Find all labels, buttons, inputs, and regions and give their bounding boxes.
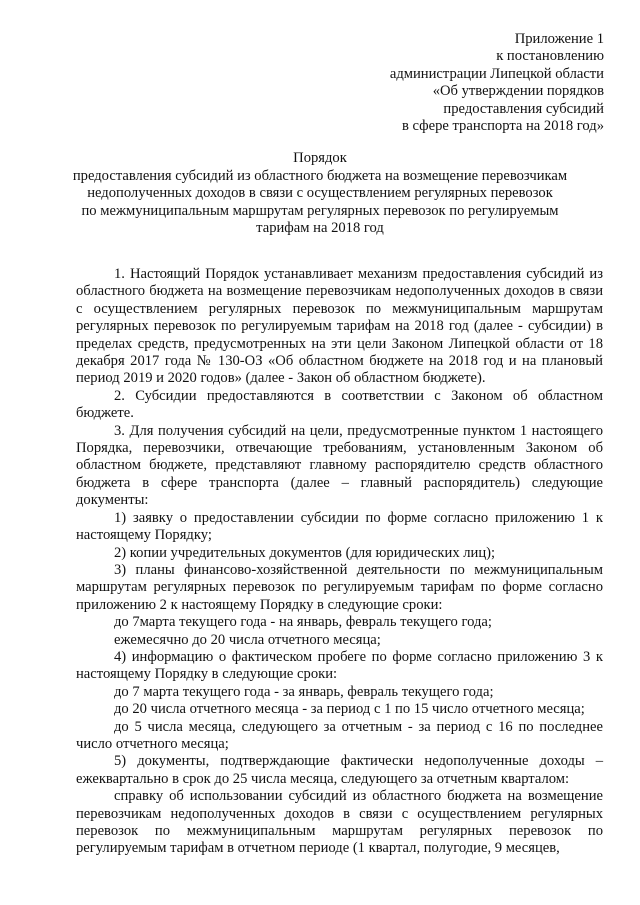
document-title [70, 150, 570, 238]
report-paragraph: справку об использовании субсидий из областного бюджета на возмещение перевозчикам недополученных доходов в связи с осуществлением регулярных перевозок по межмуниципальным маршрутам регулярных перевозок по регулируемым тарифам в отчетном периоде (1 квартал, полугодие, 9 месяцев, [76, 788, 603, 857]
paragraph-2: 2. Субсидии предоставляются в соответствии с Законом об областном бюджете. [76, 387, 603, 422]
paragraph-1: 1. Настоящий Порядок устанавливает механизм предоставления субсидий из областного бюджета на возмещение перевозчикам недополученных доходов в связи с осуществлением регулярных перевозок по межмуниципальным маршрутам регулярных перевозок по регулируемым тарифам на 2018 год (далее - субсидии) в пределах средств, предусмотренных на эти цели Законом Липецкой области от 18 декабря 2017 года № 130-ОЗ «Об областном бюджете на 2018 год и на плановый период 2019 и 2020 годов» (далее - Закон об областном бюджете). [76, 266, 603, 387]
approval-line: «Об утверждении порядков [432, 83, 604, 100]
paragraph-3: 3. Для получения субсидий на цели, предусмотренные пунктом 1 настоящего Порядка, перевозчики, отвечающие требованиям, установленным Законом об областном бюджете, представляют главному распорядителю средств областного бюджета в сфере транспорта (далее – главный распорядитель) следующие документы: [76, 422, 603, 509]
document-body [76, 266, 603, 858]
approval-line: администрации Липецкой области [389, 65, 604, 82]
list-item-2: 2) копии учредительных документов (для юридических лиц); [114, 544, 496, 561]
approval-note [304, 31, 604, 135]
approval-line: Приложение 1 [514, 31, 604, 47]
deadline-line: до 7марта текущего года - на январь, февраль текущего года; [114, 614, 492, 631]
title-line: предоставления субсидий из областного бюджета на возмещение перевозчикам [72, 167, 568, 184]
list-item-1: 1) заявку о предоставлении субсидии по форме согласно приложению 1 к настоящему Порядку; [76, 509, 603, 544]
title-line: тарифам на 2018 год [256, 220, 384, 237]
list-item-4: 4) информацию о фактическом пробеге по форме согласно приложению 3 к настоящему Порядку в следующие сроки: [76, 648, 603, 683]
approval-line: предоставления субсидий [443, 100, 604, 117]
deadline-line: до 5 числа месяца, следующего за отчетным - за период с 16 по последнее число отчетного месяца; [76, 718, 603, 752]
list-item-3: 3) планы финансово-хозяйственной деятельности по межмуниципальным маршрутам регулярных перевозок по регулируемым тарифам по форме согласно приложению 2 к настоящему Порядку в следующие сроки: [76, 561, 603, 613]
list-item-5: 5) документы, подтверждающие фактически недополученные доходы – ежеквартально в срок до 25 числа месяца, следующего за отчетным кварталом: [76, 753, 603, 787]
title-line: Порядок [293, 150, 347, 166]
deadline-line: ежемесячно до 20 числа отчетного месяца; [114, 631, 381, 648]
approval-line: в сфере транспорта на 2018 год» [401, 118, 604, 135]
title-line: по межмуниципальным маршрутам регулярных перевозок по регулируемым [81, 202, 559, 219]
title-line: недополученных доходов в связи с осуществлением регулярных перевозок [87, 185, 553, 202]
approval-line: к постановлению [496, 48, 604, 65]
deadline-line: до 7 марта текущего года - за январь, февраль текущего года; [114, 683, 494, 700]
deadline-line: до 20 числа отчетного месяца - за период с 1 по 15 число отчетного месяца; [114, 701, 585, 718]
